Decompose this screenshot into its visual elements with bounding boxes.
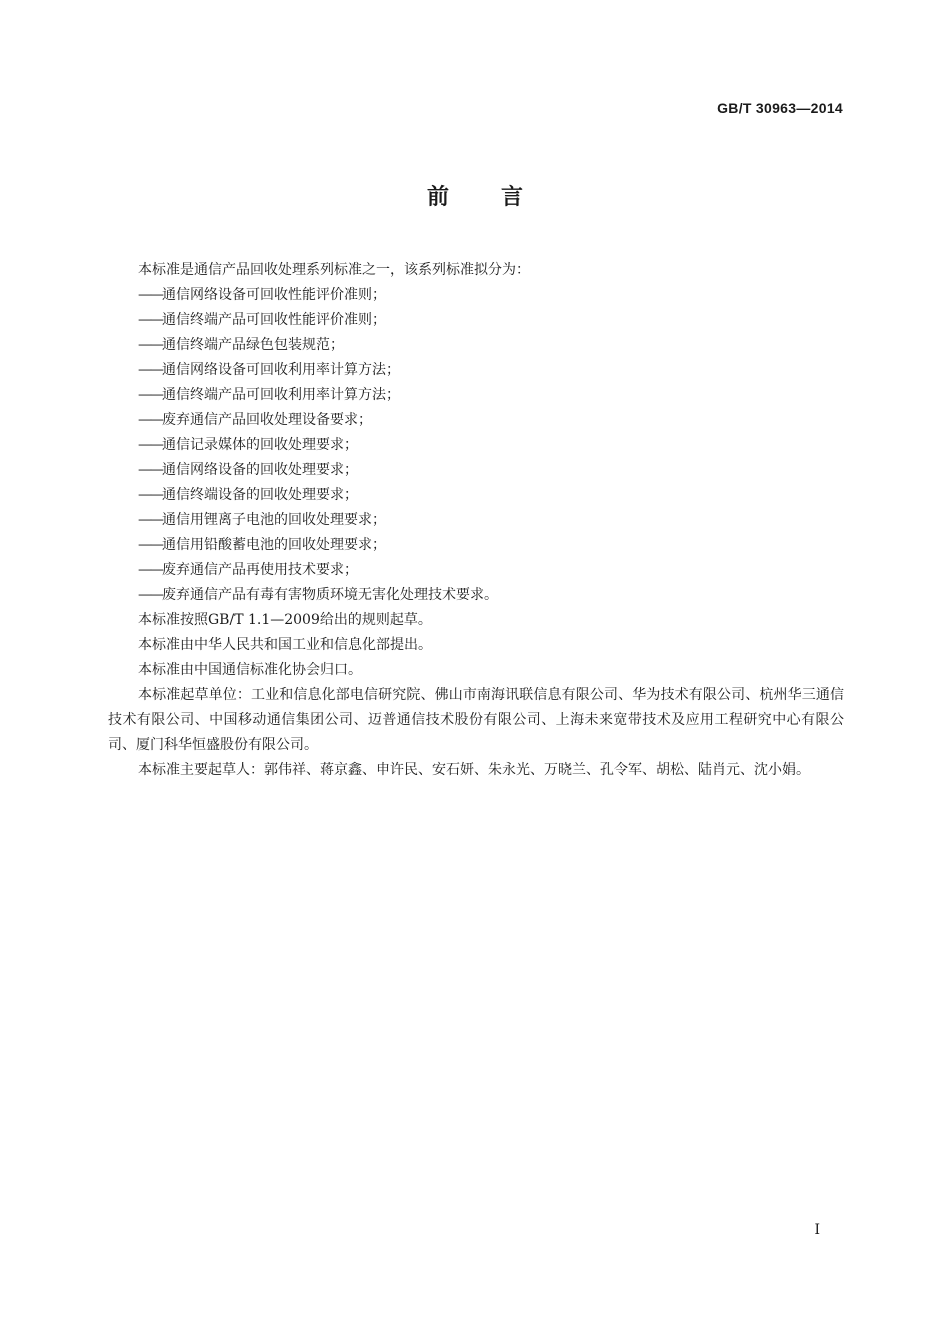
list-item: [108, 558, 844, 583]
list-item: [108, 408, 844, 433]
list-item-text: 通信记录媒体的回收处理要求；: [162, 437, 358, 453]
list-item-text: 通信终端产品绿色包装规范；: [162, 337, 344, 353]
list-dash: ——: [138, 362, 162, 378]
list-item-text: 通信用锂离子电池的回收处理要求；: [162, 512, 386, 528]
standards-series-list: [108, 283, 844, 608]
list-dash: ——: [138, 487, 162, 503]
list-dash: ——: [138, 312, 162, 328]
list-dash: ——: [138, 562, 162, 578]
list-item-text: 废弃通信产品再使用技术要求；: [162, 562, 358, 578]
document-code: GB/T 30963—2014: [717, 100, 843, 116]
list-item: [108, 508, 844, 533]
list-item: [108, 583, 844, 608]
list-dash: ——: [138, 412, 162, 428]
body-paragraph: 本标准按照GB/T 1.1—2009给出的规则起草。: [138, 612, 432, 628]
document-body: [108, 258, 844, 783]
list-dash: ——: [138, 512, 162, 528]
list-item: [108, 483, 844, 508]
list-dash: ——: [138, 437, 162, 453]
list-item: [108, 308, 844, 333]
list-item-text: 通信终端产品可回收利用率计算方法；: [162, 387, 400, 403]
body-paragraph: 本标准起草单位：工业和信息化部电信研究院、佛山市南海讯联信息有限公司、华为技术有限公司、杭州华三通信技术有限公司、中国移动通信集团公司、迈普通信技术股份有限公司、上海未来宽带技术及应用工程研究中心有限公司、厦门科华恒盛股份有限公司。: [108, 687, 844, 753]
list-dash: ——: [138, 287, 162, 303]
list-item: [108, 333, 844, 358]
list-item: [108, 358, 844, 383]
list-dash: ——: [138, 537, 162, 553]
list-item-text: 通信网络设备的回收处理要求；: [162, 462, 358, 478]
list-item-text: 通信网络设备可回收利用率计算方法；: [162, 362, 400, 378]
list-item-text: 通信终端设备的回收处理要求；: [162, 487, 358, 503]
body-paragraph: 本标准由中国通信标准化协会归口。: [138, 662, 362, 678]
body-paragraph: 本标准主要起草人：郭伟祥、蒋京鑫、申许民、安石妍、朱永光、万晓兰、孔令军、胡松、陆肖元、沈小娟。: [138, 762, 810, 778]
list-item-text: 通信终端产品可回收性能评价准则；: [162, 312, 386, 328]
list-item: [108, 283, 844, 308]
page-number: I: [814, 1222, 820, 1238]
body-paragraphs: [108, 608, 844, 783]
list-dash: ——: [138, 587, 162, 603]
list-dash: ——: [138, 387, 162, 403]
page-title: 前言: [426, 185, 575, 210]
list-dash: ——: [138, 462, 162, 478]
list-item-text: 通信网络设备可回收性能评价准则；: [162, 287, 386, 303]
intro-paragraph: 本标准是通信产品回收处理系列标准之一，该系列标准拟分为：: [138, 262, 530, 278]
list-item: [108, 458, 844, 483]
list-item-text: 废弃通信产品有毒有害物质环境无害化处理技术要求。: [162, 587, 498, 603]
body-paragraph: 本标准由中华人民共和国工业和信息化部提出。: [138, 637, 432, 653]
list-item: [108, 383, 844, 408]
list-item: [108, 433, 844, 458]
list-dash: ——: [138, 337, 162, 353]
list-item-text: 废弃通信产品回收处理设备要求；: [162, 412, 372, 428]
list-item: [108, 533, 844, 558]
list-item-text: 通信用铅酸蓄电池的回收处理要求；: [162, 537, 386, 553]
